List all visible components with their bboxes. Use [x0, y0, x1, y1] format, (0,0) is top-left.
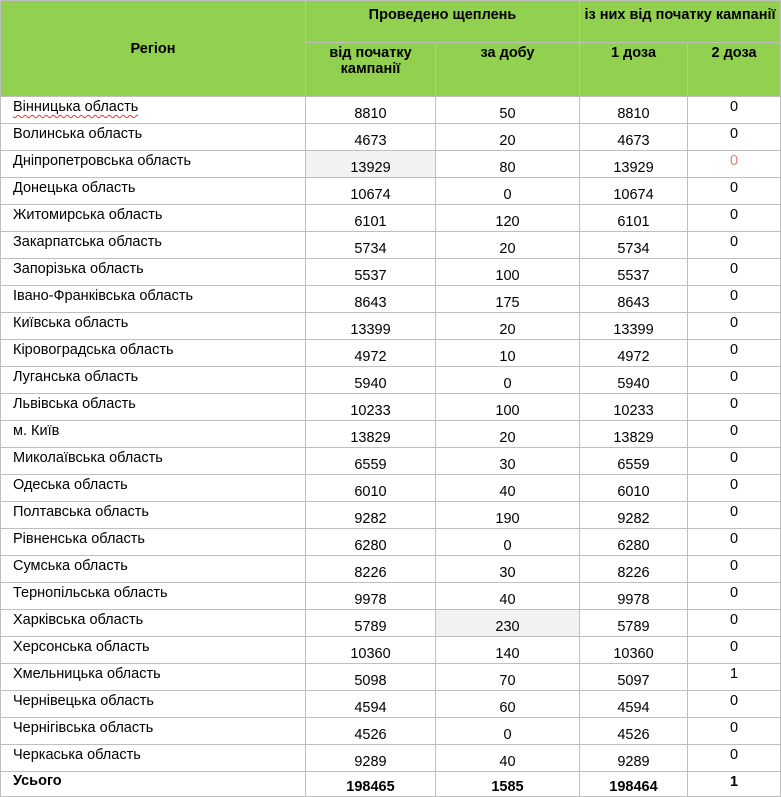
table-row	[1, 475, 781, 502]
table-row	[1, 745, 781, 772]
per-day-cell[interactable]: 40	[436, 745, 580, 772]
table-row	[1, 610, 781, 637]
region-cell[interactable]: Чернігівська область	[1, 718, 306, 745]
table-row	[1, 691, 781, 718]
table-row	[1, 421, 781, 448]
since-start-cell[interactable]: 5734	[306, 232, 436, 259]
table-row	[1, 340, 781, 367]
dose1-cell[interactable]: 8643	[580, 286, 688, 313]
dose1-cell[interactable]: 6101	[580, 205, 688, 232]
per-day-cell[interactable]: 60	[436, 691, 580, 718]
per-day-cell[interactable]: 0	[436, 178, 580, 205]
dose2-cell[interactable]	[688, 151, 781, 178]
dose2-cell[interactable]: 0	[688, 637, 781, 664]
table-row	[1, 718, 781, 745]
region-cell[interactable]: Донецька область	[1, 178, 306, 205]
dose1-cell[interactable]: 9289	[580, 745, 688, 772]
dose2-value: 0	[729, 153, 739, 169]
region-cell[interactable]: Тернопільська область	[1, 583, 306, 610]
dose1-cell[interactable]: 8810	[580, 97, 688, 124]
table-row	[1, 178, 781, 205]
table-row	[1, 637, 781, 664]
per-day-cell[interactable]: 30	[436, 448, 580, 475]
region-cell[interactable]: Івано-Франківська область	[1, 286, 306, 313]
table-row	[1, 286, 781, 313]
table-row	[1, 502, 781, 529]
since-start-cell[interactable]: 8226	[306, 556, 436, 583]
since-start-cell[interactable]: 13829	[306, 421, 436, 448]
dose1-cell[interactable]: 9978	[580, 583, 688, 610]
total-since-start[interactable]: 198465	[306, 772, 436, 797]
dose2-cell[interactable]: 0	[688, 124, 781, 151]
dose1-cell[interactable]: 4673	[580, 124, 688, 151]
per-day-cell[interactable]: 20	[436, 421, 580, 448]
table-row	[1, 448, 781, 475]
since-start-cell[interactable]: 6101	[306, 205, 436, 232]
region-cell[interactable]: Кіровоградська область	[1, 340, 306, 367]
per-day-cell[interactable]: 190	[436, 502, 580, 529]
since-start-cell[interactable]: 10233	[306, 394, 436, 421]
table-row	[1, 583, 781, 610]
region-cell[interactable]: Львівська область	[1, 394, 306, 421]
table-row	[1, 664, 781, 691]
per-day-cell[interactable]: 70	[436, 664, 580, 691]
since-start-cell[interactable]: 8810	[306, 97, 436, 124]
dose2-cell[interactable]: 0	[688, 556, 781, 583]
since-start-cell-selected[interactable]: 13929	[306, 151, 436, 178]
per-day-cell-selected[interactable]: 230	[436, 610, 580, 637]
per-day-cell[interactable]: 50	[436, 97, 580, 124]
dose2-cell[interactable]: 1	[688, 664, 781, 691]
since-start-cell[interactable]: 9282	[306, 502, 436, 529]
dose1-cell[interactable]: 13929	[580, 151, 688, 178]
total-label[interactable]: Усього	[1, 772, 306, 797]
region-cell[interactable]	[1, 97, 306, 124]
per-day-cell[interactable]: 40	[436, 583, 580, 610]
dose2-cell[interactable]: 0	[688, 205, 781, 232]
per-day-cell[interactable]: 100	[436, 394, 580, 421]
dose2-cell[interactable]: 0	[688, 97, 781, 124]
dose1-cell[interactable]: 4526	[580, 718, 688, 745]
dose2-cell[interactable]: 0	[688, 421, 781, 448]
per-day-cell[interactable]: 10	[436, 340, 580, 367]
dose1-cell[interactable]: 13399	[580, 313, 688, 340]
region-cell[interactable]: Волинська область	[1, 124, 306, 151]
per-day-cell[interactable]: 30	[436, 556, 580, 583]
dose1-cell[interactable]: 4594	[580, 691, 688, 718]
table-row	[1, 97, 781, 124]
per-day-cell[interactable]: 175	[436, 286, 580, 313]
per-day-cell[interactable]: 0	[436, 529, 580, 556]
dose2-cell[interactable]: 0	[688, 583, 781, 610]
dose2-cell[interactable]: 0	[688, 259, 781, 286]
region-cell[interactable]: Закарпатська область	[1, 232, 306, 259]
dose1-cell[interactable]: 5537	[580, 259, 688, 286]
region-cell[interactable]: Чернівецька область	[1, 691, 306, 718]
table-row	[1, 529, 781, 556]
dose1-cell[interactable]: 10233	[580, 394, 688, 421]
since-start-cell[interactable]: 4594	[306, 691, 436, 718]
since-start-cell[interactable]: 9978	[306, 583, 436, 610]
region-cell[interactable]: м. Київ	[1, 421, 306, 448]
dose2-cell[interactable]: 0	[688, 178, 781, 205]
dose1-cell[interactable]: 10360	[580, 637, 688, 664]
dose1-cell[interactable]: 5789	[580, 610, 688, 637]
region-cell[interactable]: Миколаївська область	[1, 448, 306, 475]
table-row	[1, 124, 781, 151]
total-dose1[interactable]: 198464	[580, 772, 688, 797]
header-since-start[interactable]: від початку кампанії	[306, 43, 436, 97]
region-cell[interactable]: Сумська область	[1, 556, 306, 583]
table-row	[1, 394, 781, 421]
per-day-cell[interactable]: 20	[436, 313, 580, 340]
region-cell[interactable]: Рівненська область	[1, 529, 306, 556]
total-row	[1, 772, 781, 797]
dose2-cell[interactable]: 0	[688, 610, 781, 637]
per-day-cell[interactable]: 0	[436, 718, 580, 745]
since-start-cell[interactable]: 5789	[306, 610, 436, 637]
per-day-cell[interactable]: 20	[436, 124, 580, 151]
dose2-cell[interactable]: 0	[688, 529, 781, 556]
table-row	[1, 205, 781, 232]
per-day-cell[interactable]: 20	[436, 232, 580, 259]
header-region[interactable]: Регіон	[1, 1, 306, 97]
per-day-cell[interactable]: 120	[436, 205, 580, 232]
dose1-cell[interactable]: 6559	[580, 448, 688, 475]
dose1-cell[interactable]: 9282	[580, 502, 688, 529]
table-row	[1, 556, 781, 583]
dose1-cell[interactable]: 8226	[580, 556, 688, 583]
total-per-day[interactable]: 1585	[436, 772, 580, 797]
per-day-cell[interactable]: 80	[436, 151, 580, 178]
dose2-cell[interactable]: 0	[688, 394, 781, 421]
region-cell[interactable]: Полтавська область	[1, 502, 306, 529]
per-day-cell[interactable]: 100	[436, 259, 580, 286]
dose2-cell[interactable]: 0	[688, 718, 781, 745]
since-start-cell[interactable]: 4526	[306, 718, 436, 745]
table-row	[1, 367, 781, 394]
dose1-cell[interactable]: 6010	[580, 475, 688, 502]
region-cell[interactable]: Черкаська область	[1, 745, 306, 772]
dose2-cell[interactable]: 0	[688, 232, 781, 259]
per-day-cell[interactable]: 40	[436, 475, 580, 502]
table-row	[1, 313, 781, 340]
region-cell[interactable]: Хмельницька область	[1, 664, 306, 691]
since-start-cell[interactable]: 4673	[306, 124, 436, 151]
region-cell[interactable]: Київська область	[1, 313, 306, 340]
since-start-cell[interactable]: 6010	[306, 475, 436, 502]
since-start-cell[interactable]: 13399	[306, 313, 436, 340]
dose2-cell[interactable]: 0	[688, 367, 781, 394]
header-vaccinations[interactable]: Проведено щеплень	[306, 1, 580, 43]
header-per-day[interactable]: за добу	[436, 43, 580, 97]
region-cell[interactable]: Харківська область	[1, 610, 306, 637]
since-start-cell[interactable]: 5940	[306, 367, 436, 394]
dose2-cell[interactable]: 0	[688, 745, 781, 772]
dose1-cell[interactable]: 5097	[580, 664, 688, 691]
table-row	[1, 232, 781, 259]
header-dose2[interactable]: 2 доза	[688, 43, 781, 97]
since-start-cell[interactable]: 4972	[306, 340, 436, 367]
dose2-cell[interactable]: 0	[688, 691, 781, 718]
total-dose2[interactable]: 1	[688, 772, 781, 797]
dose1-cell[interactable]: 5940	[580, 367, 688, 394]
table-row	[1, 151, 781, 178]
region-cell[interactable]: Луганська область	[1, 367, 306, 394]
dose1-cell[interactable]: 4972	[580, 340, 688, 367]
dose2-cell[interactable]: 0	[688, 475, 781, 502]
region-cell[interactable]: Житомирська область	[1, 205, 306, 232]
since-start-cell[interactable]: 9289	[306, 745, 436, 772]
since-start-cell[interactable]: 10674	[306, 178, 436, 205]
region-cell[interactable]: Дніпропетровська область	[1, 151, 306, 178]
per-day-cell[interactable]: 140	[436, 637, 580, 664]
dose2-cell[interactable]: 0	[688, 313, 781, 340]
since-start-cell[interactable]: 5537	[306, 259, 436, 286]
dose2-cell[interactable]: 0	[688, 340, 781, 367]
region-cell[interactable]: Одеська область	[1, 475, 306, 502]
region-name: Вінницька область	[13, 99, 139, 115]
dose1-cell[interactable]: 6280	[580, 529, 688, 556]
dose1-cell[interactable]: 5734	[580, 232, 688, 259]
since-start-cell[interactable]: 8643	[306, 286, 436, 313]
region-cell[interactable]: Запорізька область	[1, 259, 306, 286]
since-start-cell[interactable]: 6559	[306, 448, 436, 475]
header-dose1[interactable]: 1 доза	[580, 43, 688, 97]
dose1-cell[interactable]: 10674	[580, 178, 688, 205]
dose1-cell[interactable]: 13829	[580, 421, 688, 448]
since-start-cell[interactable]: 10360	[306, 637, 436, 664]
table-row	[1, 259, 781, 286]
dose2-cell[interactable]: 0	[688, 502, 781, 529]
dose2-cell[interactable]: 0	[688, 448, 781, 475]
since-start-cell[interactable]: 6280	[306, 529, 436, 556]
dose2-cell[interactable]: 0	[688, 286, 781, 313]
per-day-cell[interactable]: 0	[436, 367, 580, 394]
header-of-which[interactable]: із них від початку кампанії	[580, 1, 781, 43]
since-start-cell[interactable]: 5098	[306, 664, 436, 691]
region-cell[interactable]: Херсонська область	[1, 637, 306, 664]
